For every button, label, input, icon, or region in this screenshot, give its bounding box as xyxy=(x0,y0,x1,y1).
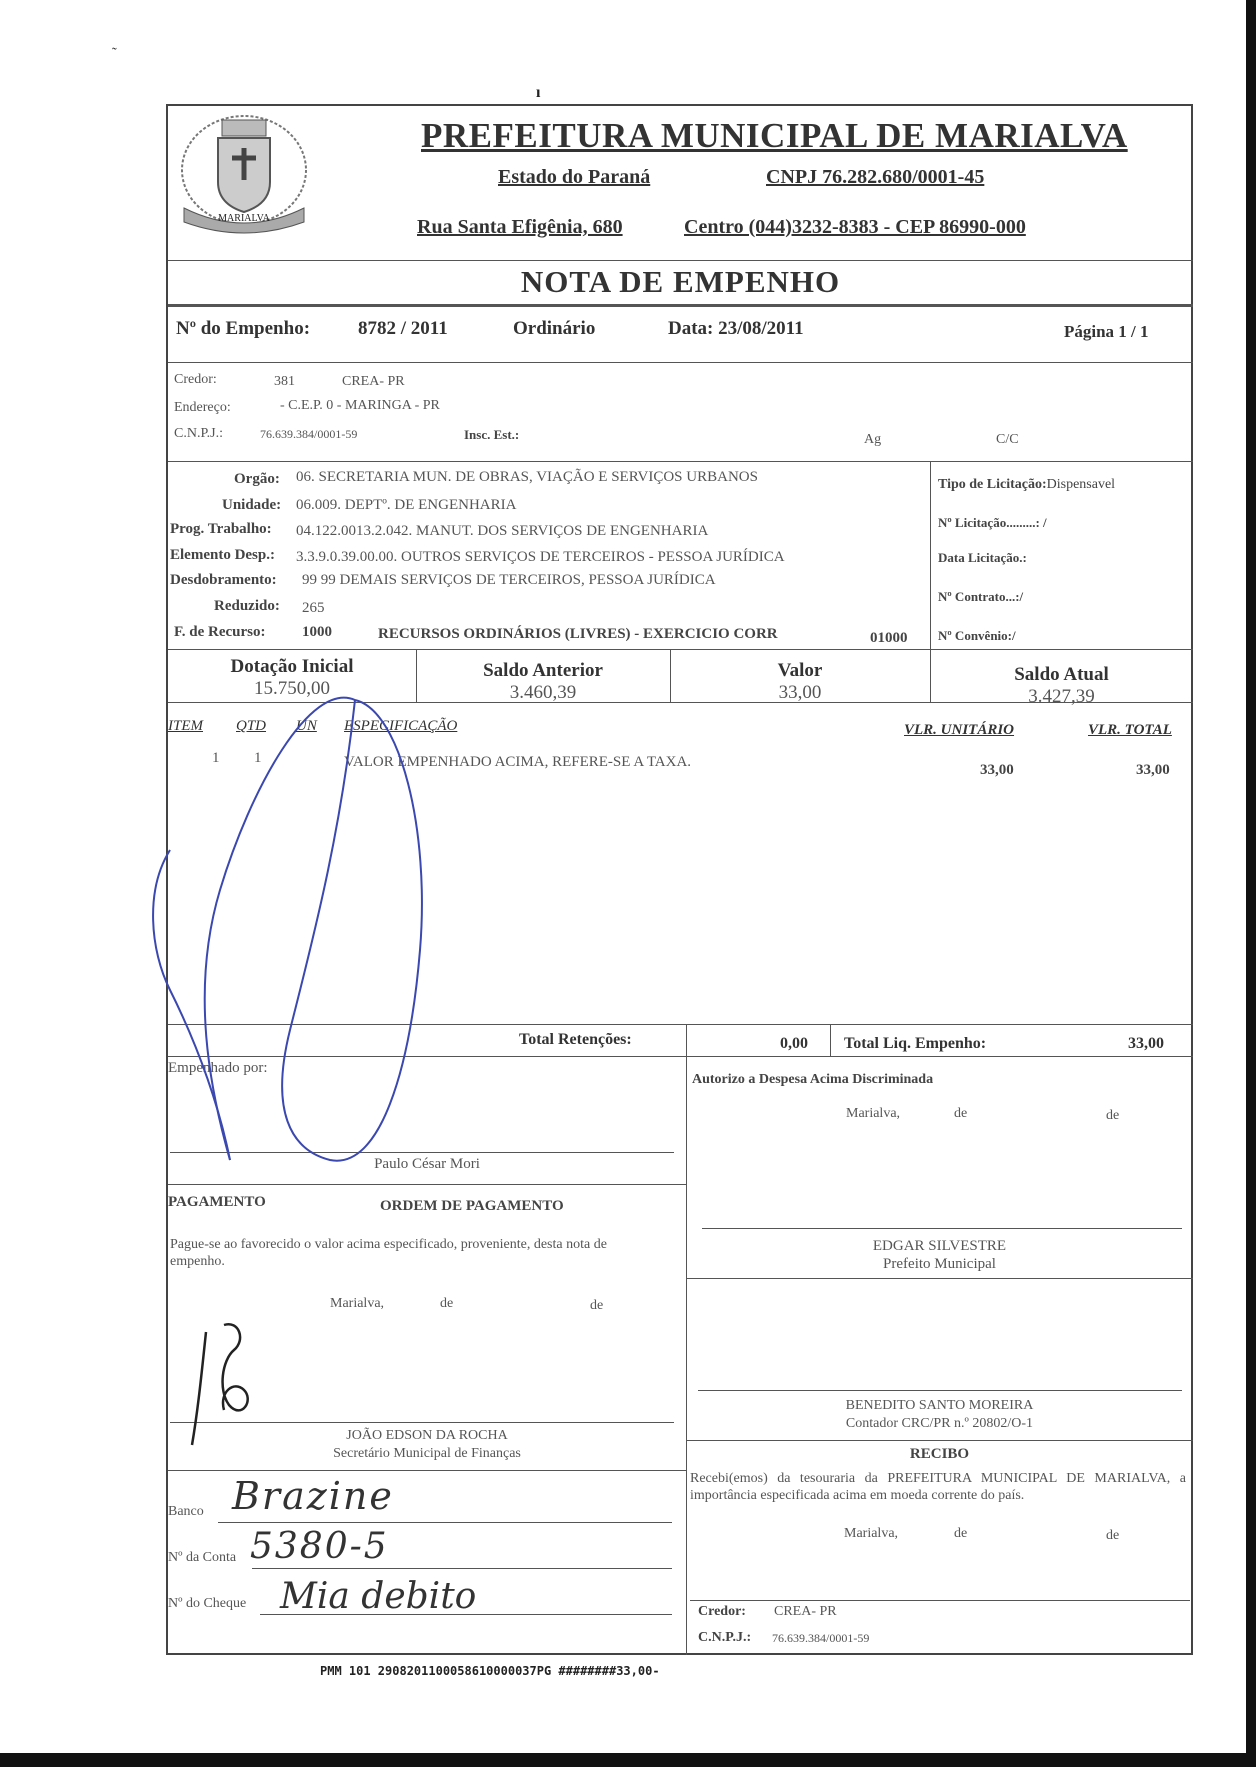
recibo-cnpj-label: C.N.P.J.: xyxy=(698,1630,752,1645)
pagamento-de1: de xyxy=(440,1296,454,1311)
licitacao-numero: Nº Licitação.........: / xyxy=(938,515,1047,530)
coat-of-arms-text: MARIALVA xyxy=(218,213,270,224)
empenho-type: Ordinário xyxy=(513,318,596,339)
prog-trabalho-label: Prog. Trabalho: xyxy=(170,521,272,537)
total-retencoes-value: 0,00 xyxy=(780,1035,808,1052)
recibo-text: Recebi(emos) da tesouraria da PREFEITURA MUNICIPAL DE MARIALVA, a importância especificada acima em moeda corrente do país. xyxy=(690,1471,1186,1503)
scan-mark: ˜ xyxy=(112,46,117,61)
header-cnpj: CNPJ 76.282.680/0001-45 xyxy=(766,166,985,188)
endereco-value: - C.E.P. 0 - MARINGA - PR xyxy=(280,398,440,413)
elemento-label: Elemento Desp.: xyxy=(170,547,275,563)
recibo-credor-label: Credor: xyxy=(698,1604,746,1619)
conta-label: Nº da Conta xyxy=(168,1550,237,1565)
empenho-number: 8782 / 2011 xyxy=(358,318,448,339)
credor-name: CREA- PR xyxy=(342,374,405,389)
empenhado-name: Paulo César Mori xyxy=(374,1156,480,1172)
orgao-value: 06. SECRETARIA MUN. DE OBRAS, VIAÇÃO E SERVIÇOS URBANOS xyxy=(296,469,758,485)
recibo-de1: de xyxy=(954,1526,968,1541)
empenho-number-label: Nº do Empenho: xyxy=(176,318,311,339)
orgao-label: Orgão: xyxy=(234,471,280,487)
ordem-pagamento-label: ORDEM DE PAGAMENTO xyxy=(380,1198,564,1214)
empenhado-label: Empenhado por: xyxy=(168,1060,268,1076)
ag-label: Ag xyxy=(864,432,882,447)
dotacao-inicial-label: Dotação Inicial xyxy=(230,656,354,677)
page-number: Página 1 / 1 xyxy=(1064,322,1149,341)
licitacao-tipo-label: Tipo de Licitação: xyxy=(938,477,1047,492)
licitacao-tipo-value: Dispensavel xyxy=(1046,477,1116,492)
saldo-atual-label: Saldo Atual xyxy=(1014,664,1109,685)
coat-of-arms-icon xyxy=(170,108,318,238)
banco-label: Banco xyxy=(168,1504,204,1519)
autorizo-de2: de xyxy=(1106,1108,1120,1123)
recurso-code: 1000 xyxy=(302,624,332,640)
cnpj-value: 76.639.384/0001-59 xyxy=(260,427,358,441)
cheque-label: Nº do Cheque xyxy=(168,1596,247,1611)
page-title: PREFEITURA MUNICIPAL DE MARIALVA xyxy=(421,116,1128,155)
items-header-total: VLR. TOTAL xyxy=(1088,722,1172,738)
cc-label: C/C xyxy=(996,432,1019,447)
prog-trabalho-value: 04.122.0013.2.042. MANUT. DOS SERVIÇOS DE ENGENHARIA xyxy=(296,523,709,539)
saldo-anterior-value: 3.460,39 xyxy=(509,682,577,703)
row-item: 1 xyxy=(212,750,220,766)
recurso-label: F. de Recurso: xyxy=(174,624,266,640)
pagamento-de2: de xyxy=(590,1298,604,1313)
row-total-value: 33,00 xyxy=(1136,762,1170,778)
scan-mark: ı xyxy=(536,84,541,101)
dotacao-inicial-value: 15.750,00 xyxy=(254,678,330,699)
items-header-spec: ESPECIFICAÇÃO xyxy=(344,718,458,734)
desdobramento-label: Desdobramento: xyxy=(170,572,277,588)
valor-label: Valor xyxy=(777,660,823,681)
pagamento-place: Marialva, xyxy=(330,1296,385,1311)
autorizo-label: Autorizo a Despesa Acima Discriminada xyxy=(692,1072,934,1087)
secretario-role: Secretário Municipal de Finanças xyxy=(333,1446,521,1461)
recibo-label: RECIBO xyxy=(909,1446,970,1462)
total-liquido-value: 33,00 xyxy=(1128,1035,1164,1052)
prefeito-name: EDGAR SILVESTRE xyxy=(872,1238,1007,1254)
credor-code: 381 xyxy=(274,374,295,389)
credor-label: Credor: xyxy=(174,372,217,387)
reduzido-label: Reduzido: xyxy=(214,598,280,614)
desdobramento-value: 99 99 DEMAIS SERVIÇOS DE TERCEIROS, PESSOA JURÍDICA xyxy=(302,572,716,588)
district-phone-cep: Centro (044)3232-8383 - CEP 86990-000 xyxy=(684,216,1026,238)
pagamento-text: Pague-se ao favorecido o valor acima especificado, proveniente, desta nota de empenho. xyxy=(170,1237,607,1269)
endereco-label: Endereço: xyxy=(174,400,231,415)
total-retencoes-label: Total Retenções: xyxy=(519,1031,632,1048)
secretario-name: JOÃO EDSON DA ROCHA xyxy=(346,1428,508,1443)
contador-role: Contador CRC/PR n.º 20802/O-1 xyxy=(845,1416,1034,1431)
licitacao-tipo xyxy=(938,477,1115,493)
reduzido-value: 265 xyxy=(302,600,325,616)
licitacao-data: Data Licitação.: xyxy=(938,550,1027,565)
insc-est-label: Insc. Est.: xyxy=(464,427,520,442)
nota-de-empenho-form xyxy=(166,104,1193,1655)
recibo-place: Marialva, xyxy=(844,1526,899,1541)
row-unit-value: 33,00 xyxy=(980,762,1014,778)
convenio-numero: Nº Convênio:/ xyxy=(938,628,1016,643)
prefeito-role: Prefeito Municipal xyxy=(883,1256,996,1272)
recurso-suffix: 01000 xyxy=(870,630,908,646)
conta-handwritten: 5380-5 xyxy=(250,1526,389,1567)
contador-name: BENEDITO SANTO MOREIRA xyxy=(845,1398,1034,1413)
saldo-anterior-label: Saldo Anterior xyxy=(483,660,603,681)
recibo-cnpj-value: 76.639.384/0001-59 xyxy=(772,1631,870,1645)
empenho-date: Data: 23/08/2011 xyxy=(668,318,804,339)
cheque-handwritten: Mia debito xyxy=(280,1576,477,1617)
items-header-qtd: QTD xyxy=(236,718,267,734)
autorizo-de1: de xyxy=(954,1106,968,1121)
items-header-item: ITEM xyxy=(168,718,203,734)
total-liquido-label: Total Liq. Empenho: xyxy=(844,1035,987,1052)
autorizo-place: Marialva, xyxy=(846,1106,901,1121)
row-qtd: 1 xyxy=(254,750,262,766)
recibo-de2: de xyxy=(1106,1528,1120,1543)
unidade-label: Unidade: xyxy=(222,497,282,513)
cnpj-label: C.N.P.J.: xyxy=(174,426,224,441)
saldo-atual-value: 3.427,39 xyxy=(1028,686,1095,707)
valor-value: 33,00 xyxy=(778,682,822,703)
state-name: Estado do Paraná xyxy=(498,166,651,188)
pagamento-label: PAGAMENTO xyxy=(168,1194,266,1210)
elemento-value: 3.3.9.0.39.00.00. OUTROS SERVIÇOS DE TERCEIROS - PESSOA JURÍDICA xyxy=(296,549,785,565)
street-address: Rua Santa Efigênia, 680 xyxy=(417,216,623,238)
recibo-credor-value: CREA- PR xyxy=(774,1604,837,1619)
items-header-un: UN xyxy=(296,718,317,734)
banco-handwritten: Brazine xyxy=(232,1474,394,1518)
unidade-value: 06.009. DEPTº. DE ENGENHARIA xyxy=(296,497,517,513)
items-header-unit: VLR. UNITÁRIO xyxy=(904,722,1015,738)
row-spec: VALOR EMPENHADO ACIMA, REFERE-SE A TAXA. xyxy=(344,754,692,770)
recurso-value: RECURSOS ORDINÁRIOS (LIVRES) - EXERCICIO CORR xyxy=(378,626,778,642)
document-title: NOTA DE EMPENHO xyxy=(520,264,841,299)
footer-code: PMM 101 2908201100058610000037PG ########33,00- xyxy=(320,1664,660,1678)
contrato-numero: Nº Contrato...:/ xyxy=(938,589,1024,604)
